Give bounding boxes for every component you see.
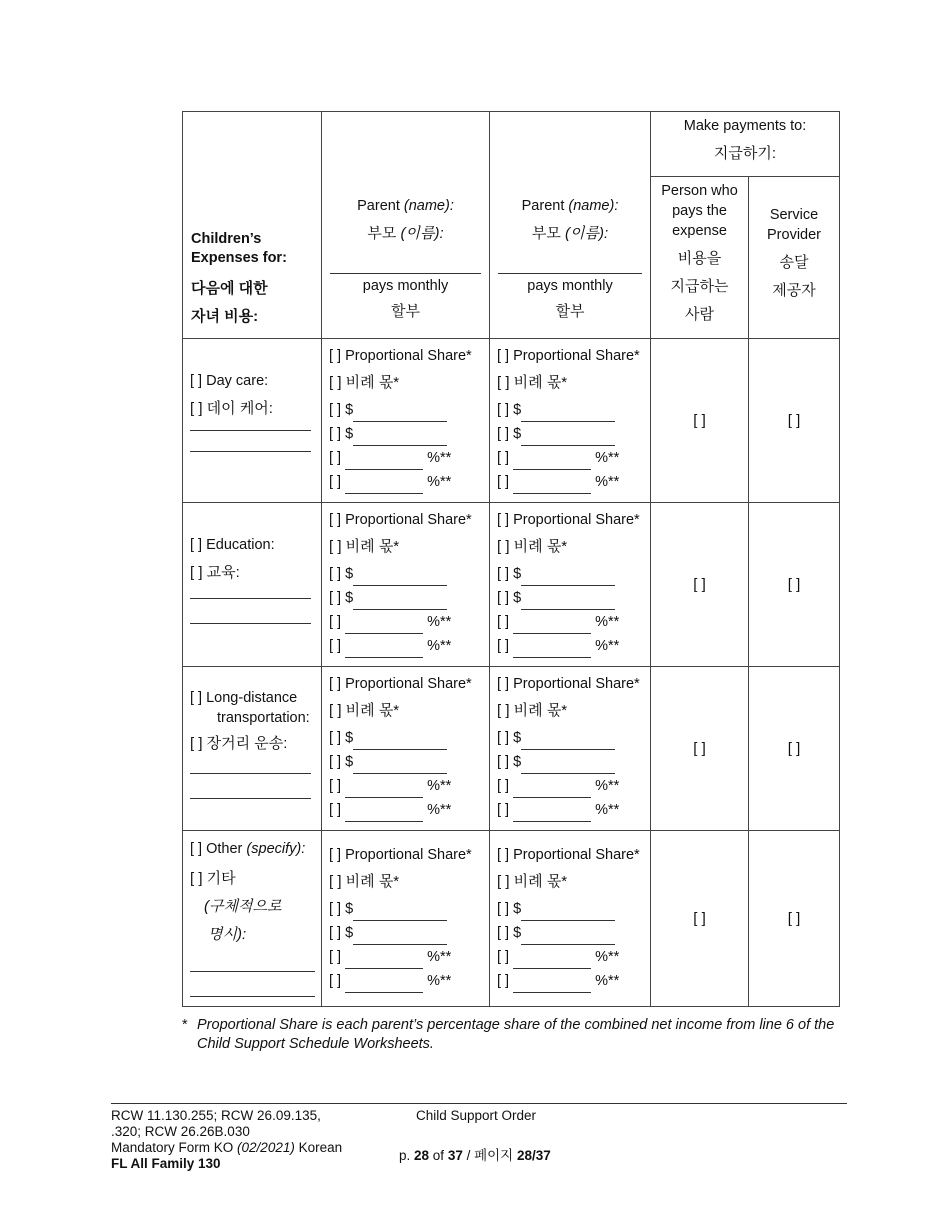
percent-option[interactable]: [ ] %** — [329, 634, 489, 658]
percent-option[interactable]: [ ] %** — [497, 610, 650, 634]
provider-checkbox[interactable]: [ ] — [749, 831, 840, 1007]
row-education-parent-2: [ ] Proportional Share* [ ] 비례 몫* [ ] $ [ ] $ [ ] %** [ ] %** — [490, 503, 651, 667]
dollar-option[interactable]: [ ] $ — [329, 422, 489, 446]
other-blank-1[interactable] — [190, 971, 315, 972]
day-care-checkbox[interactable]: [ ] Day care: — [190, 373, 269, 389]
proportional-share-option[interactable]: [ ] Proportional Share* — [329, 676, 472, 692]
row-day-care-parent-1: [ ] Proportional Share* [ ] 비례 몫* [ ] $ [ ] $ [ ] %** [ ] %** — [322, 339, 490, 503]
percent-option[interactable]: [ ] %** — [497, 969, 650, 993]
row-transport-label: [ ] Long-distance transportation: [ ] 장거리 운송: — [183, 667, 322, 831]
expenses-table — [182, 111, 840, 1007]
row-transport-parent-2: [ ] Proportional Share* [ ] 비례 몫* [ ] $ [ ] $ [ ] %** [ ] %** — [490, 667, 651, 831]
dollar-option[interactable]: [ ] $ — [329, 586, 489, 610]
payer-checkbox[interactable]: [ ] — [651, 831, 749, 1007]
header-parent-1: Parent (name): 부모 (이름): pays monthly 할부 — [322, 112, 490, 339]
header-make-payments-to: Make payments to: 지급하기: — [651, 112, 840, 177]
footer-citation: RCW 11.130.255; RCW 26.09.135, .320; RCW 26.26B.030 Mandatory Form KO (02/2021) Korean FL All Family 130 — [111, 1108, 343, 1171]
header-children-expenses: Children’s Expenses for: 다음에 대한 자녀 비용: — [183, 112, 322, 339]
dollar-option[interactable]: [ ] $ — [497, 726, 650, 750]
header-person-who-pays: Person who pays the expense 비용을 지급하는 사람 — [651, 177, 749, 339]
proportional-share-option[interactable]: [ ] Proportional Share* — [497, 847, 640, 863]
provider-checkbox[interactable]: [ ] — [749, 339, 840, 503]
percent-option[interactable]: [ ] %** — [329, 610, 489, 634]
percent-option[interactable]: [ ] %** — [497, 446, 650, 470]
transport-blank-1[interactable] — [190, 773, 311, 774]
percent-option[interactable]: [ ] %** — [329, 470, 489, 494]
percent-option[interactable]: [ ] %** — [329, 774, 489, 798]
dollar-option[interactable]: [ ] $ — [329, 398, 489, 422]
day-care-blank-1[interactable] — [190, 430, 311, 431]
payer-checkbox[interactable]: [ ] — [651, 503, 749, 667]
row-education-parent-1: [ ] Proportional Share* [ ] 비례 몫* [ ] $ [ ] $ [ ] %** [ ] %** — [322, 503, 490, 667]
row-other-parent-2: [ ] Proportional Share* [ ] 비례 몫* [ ] $ [ ] $ [ ] %** [ ] %** — [490, 831, 651, 1007]
provider-checkbox[interactable]: [ ] — [749, 667, 840, 831]
percent-option[interactable]: [ ] %** — [329, 969, 489, 993]
proportional-share-option[interactable]: [ ] Proportional Share* — [497, 676, 640, 692]
dollar-option[interactable]: [ ] $ — [497, 750, 650, 774]
proportional-share-option[interactable]: [ ] Proportional Share* — [329, 847, 472, 863]
proportional-share-option[interactable]: [ ] Proportional Share* — [497, 348, 640, 364]
payer-checkbox[interactable]: [ ] — [651, 339, 749, 503]
percent-option[interactable]: [ ] %** — [497, 798, 650, 822]
transport-blank-2[interactable] — [190, 798, 311, 799]
row-day-care-parent-2: [ ] Proportional Share* [ ] 비례 몫* [ ] $ [ ] $ [ ] %** [ ] %** — [490, 339, 651, 503]
proportional-share-option[interactable]: [ ] Proportional Share* — [329, 348, 472, 364]
row-other-parent-1: [ ] Proportional Share* [ ] 비례 몫* [ ] $ [ ] $ [ ] %** [ ] %** — [322, 831, 490, 1007]
dollar-option[interactable]: [ ] $ — [329, 921, 489, 945]
other-checkbox[interactable]: [ ] Other (specify): — [190, 841, 306, 857]
row-transport-parent-1: [ ] Proportional Share* [ ] 비례 몫* [ ] $ [ ] $ [ ] %** [ ] %** — [322, 667, 490, 831]
parent-2-name-line[interactable] — [498, 273, 642, 274]
dollar-option[interactable]: [ ] $ — [497, 422, 650, 446]
dollar-option[interactable]: [ ] $ — [497, 921, 650, 945]
row-day-care-label: [ ] Day care: [ ] 데이 케어: — [183, 339, 322, 503]
row-education-label: [ ] Education: [ ] 교육: — [183, 503, 322, 667]
percent-option[interactable]: [ ] %** — [497, 945, 650, 969]
proportional-share-option[interactable]: [ ] Proportional Share* — [329, 512, 472, 528]
percent-option[interactable]: [ ] %** — [329, 798, 489, 822]
percent-option[interactable]: [ ] %** — [497, 774, 650, 798]
education-blank-1[interactable] — [190, 598, 311, 599]
other-blank-2[interactable] — [190, 996, 315, 997]
footnote: * Proportional Share is each parent’s percentage share of the combined net income from line 6 of the Child Support Schedule Worksheets. — [182, 1017, 835, 1052]
dollar-option[interactable]: [ ] $ — [497, 562, 650, 586]
percent-option[interactable]: [ ] %** — [497, 470, 650, 494]
dollar-option[interactable]: [ ] $ — [329, 726, 489, 750]
payer-checkbox[interactable]: [ ] — [651, 667, 749, 831]
header-service-provider: Service Provider 송달 제공자 — [749, 177, 840, 339]
dollar-option[interactable]: [ ] $ — [497, 398, 650, 422]
dollar-option[interactable]: [ ] $ — [497, 586, 650, 610]
row-other-label: [ ] Other (specify): [ ] 기타 (구체적으로 명시): — [183, 831, 322, 1007]
percent-option[interactable]: [ ] %** — [329, 446, 489, 470]
percent-option[interactable]: [ ] %** — [329, 945, 489, 969]
provider-checkbox[interactable]: [ ] — [749, 503, 840, 667]
page-number: p. 28 of 37 / 페이지 28/37 — [399, 1148, 551, 1163]
day-care-blank-2[interactable] — [190, 451, 311, 452]
dollar-option[interactable]: [ ] $ — [497, 897, 650, 921]
parent-1-name-line[interactable] — [330, 273, 481, 274]
footer-divider — [111, 1103, 847, 1104]
dollar-option[interactable]: [ ] $ — [329, 562, 489, 586]
dollar-option[interactable]: [ ] $ — [329, 750, 489, 774]
transport-checkbox[interactable]: [ ] Long-distance — [190, 690, 298, 706]
dollar-option[interactable]: [ ] $ — [329, 897, 489, 921]
education-checkbox[interactable]: [ ] Education: — [190, 537, 275, 553]
header-parent-2: Parent (name): 부모 (이름): pays monthly 할부 — [490, 112, 651, 339]
education-blank-2[interactable] — [190, 623, 311, 624]
percent-option[interactable]: [ ] %** — [497, 634, 650, 658]
footer-title: Child Support Order — [416, 1108, 537, 1123]
proportional-share-option[interactable]: [ ] Proportional Share* — [497, 512, 640, 528]
